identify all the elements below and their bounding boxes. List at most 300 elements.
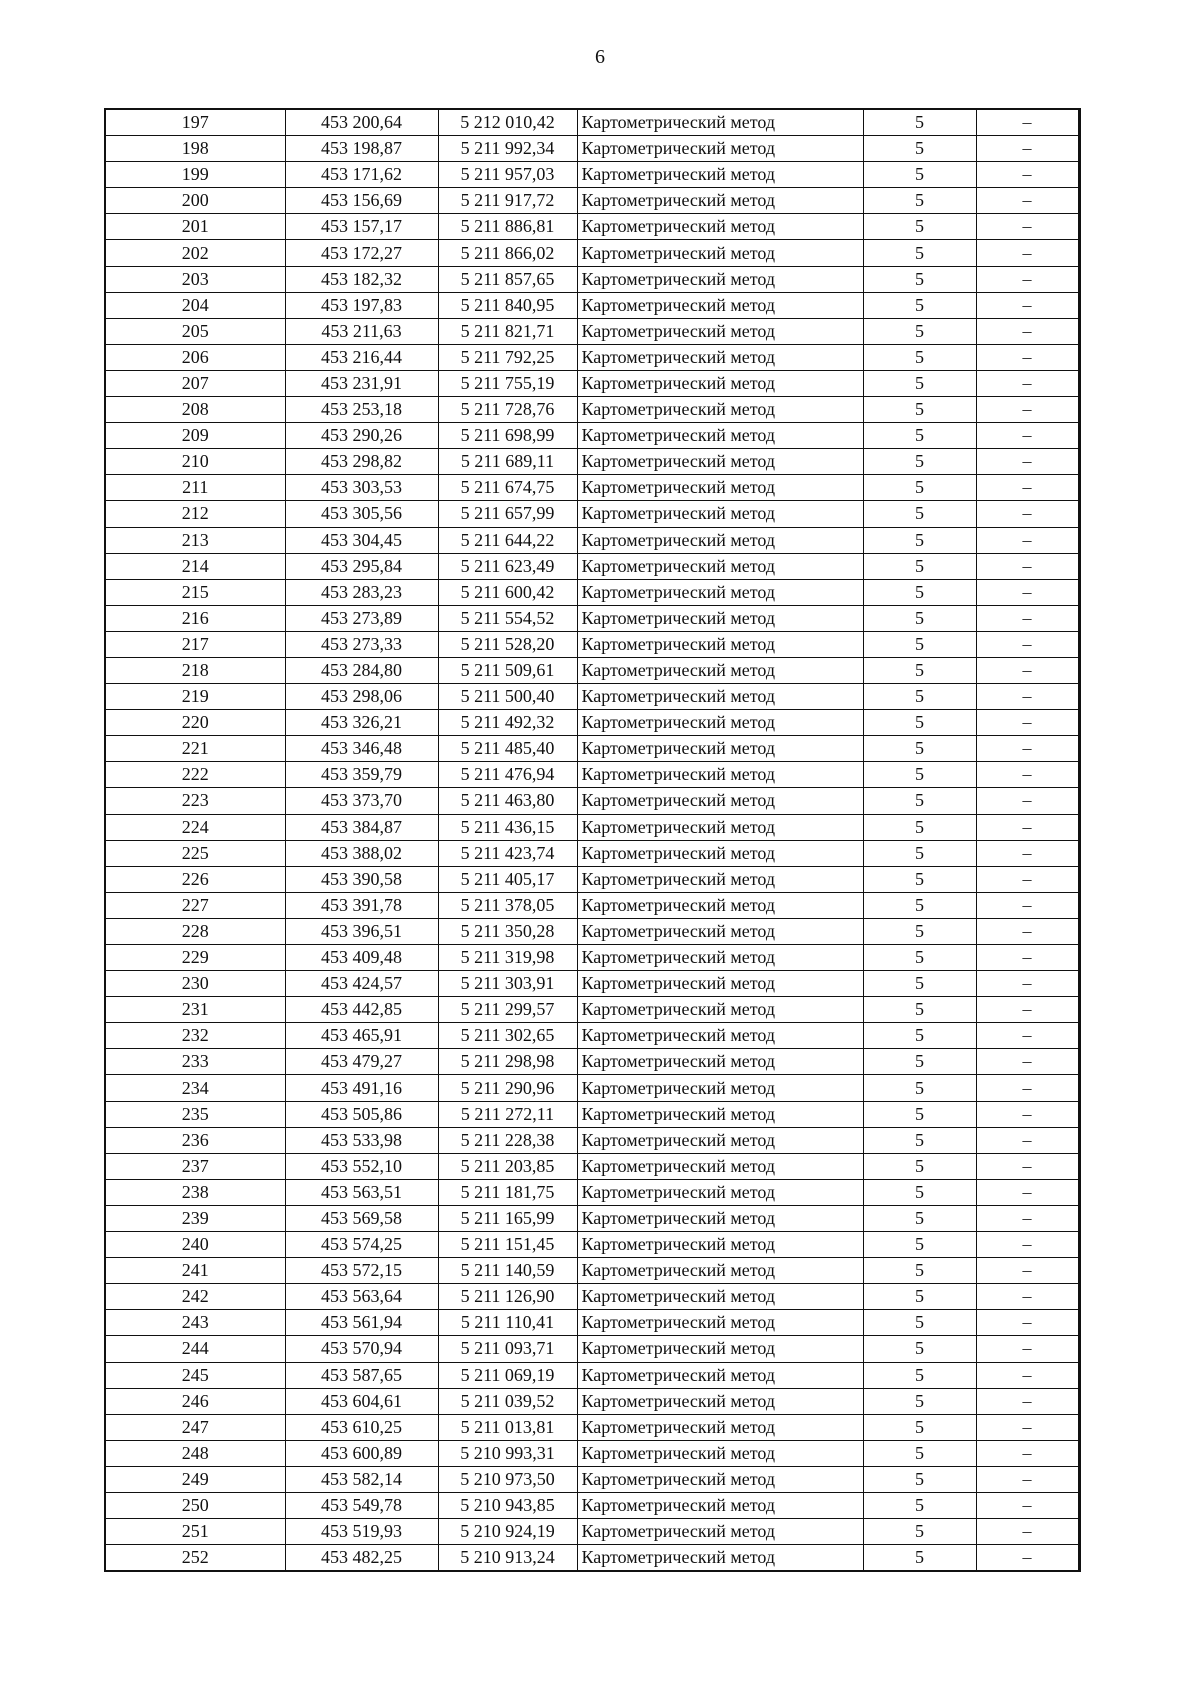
table-row — [105, 1492, 1079, 1518]
accuracy-cell: 5 — [863, 162, 976, 188]
x-coordinate-cell: 453 305,56 — [285, 501, 438, 527]
page-number: 6 — [595, 46, 605, 68]
table-row — [105, 214, 1079, 240]
table-row — [105, 449, 1079, 475]
point-number-cell: 200 — [105, 188, 285, 214]
dash-cell: – — [976, 501, 1079, 527]
dash-cell: – — [976, 1492, 1079, 1518]
accuracy-cell: 5 — [863, 866, 976, 892]
table-row — [105, 710, 1079, 736]
x-coordinate-cell: 453 298,06 — [285, 684, 438, 710]
point-number-cell: 238 — [105, 1179, 285, 1205]
table-row — [105, 266, 1079, 292]
y-coordinate-cell: 5 211 290,96 — [438, 1075, 577, 1101]
x-coordinate-cell: 453 373,70 — [285, 788, 438, 814]
method-cell: Картометрический метод — [577, 344, 863, 370]
dash-cell: – — [976, 1127, 1079, 1153]
accuracy-cell: 5 — [863, 188, 976, 214]
accuracy-cell: 5 — [863, 1310, 976, 1336]
point-number-cell: 222 — [105, 762, 285, 788]
dash-cell: – — [976, 1101, 1079, 1127]
dash-cell: – — [976, 1153, 1079, 1179]
dash-cell: – — [976, 1310, 1079, 1336]
x-coordinate-cell: 453 600,89 — [285, 1440, 438, 1466]
accuracy-cell: 5 — [863, 136, 976, 162]
y-coordinate-cell: 5 211 463,80 — [438, 788, 577, 814]
method-cell: Картометрический метод — [577, 605, 863, 631]
dash-cell: – — [976, 1049, 1079, 1075]
accuracy-cell: 5 — [863, 1232, 976, 1258]
x-coordinate-cell: 453 156,69 — [285, 188, 438, 214]
y-coordinate-cell: 5 210 993,31 — [438, 1440, 577, 1466]
point-number-cell: 250 — [105, 1492, 285, 1518]
y-coordinate-cell: 5 212 010,42 — [438, 109, 577, 136]
x-coordinate-cell: 453 582,14 — [285, 1466, 438, 1492]
accuracy-cell: 5 — [863, 449, 976, 475]
table-row — [105, 1284, 1079, 1310]
x-coordinate-cell: 453 298,82 — [285, 449, 438, 475]
y-coordinate-cell: 5 211 405,17 — [438, 866, 577, 892]
accuracy-cell: 5 — [863, 1388, 976, 1414]
point-number-cell: 212 — [105, 501, 285, 527]
method-cell: Картометрический метод — [577, 710, 863, 736]
x-coordinate-cell: 453 182,32 — [285, 266, 438, 292]
y-coordinate-cell: 5 211 792,25 — [438, 344, 577, 370]
table-row — [105, 423, 1079, 449]
method-cell: Картометрический метод — [577, 423, 863, 449]
point-number-cell: 234 — [105, 1075, 285, 1101]
method-cell: Картометрический метод — [577, 1492, 863, 1518]
table-row — [105, 892, 1079, 918]
point-number-cell: 236 — [105, 1127, 285, 1153]
accuracy-cell: 5 — [863, 892, 976, 918]
x-coordinate-cell: 453 284,80 — [285, 657, 438, 683]
x-coordinate-cell: 453 346,48 — [285, 736, 438, 762]
table-row — [105, 1049, 1079, 1075]
method-cell: Картометрический метод — [577, 1362, 863, 1388]
point-number-cell: 251 — [105, 1519, 285, 1545]
point-number-cell: 198 — [105, 136, 285, 162]
accuracy-cell: 5 — [863, 1545, 976, 1572]
point-number-cell: 199 — [105, 162, 285, 188]
y-coordinate-cell: 5 211 069,19 — [438, 1362, 577, 1388]
point-number-cell: 213 — [105, 527, 285, 553]
method-cell: Картометрический метод — [577, 553, 863, 579]
dash-cell: – — [976, 1388, 1079, 1414]
table-row — [105, 866, 1079, 892]
table-row — [105, 605, 1079, 631]
x-coordinate-cell: 453 303,53 — [285, 475, 438, 501]
dash-cell: – — [976, 423, 1079, 449]
y-coordinate-cell: 5 211 657,99 — [438, 501, 577, 527]
y-coordinate-cell: 5 211 886,81 — [438, 214, 577, 240]
method-cell: Картометрический метод — [577, 840, 863, 866]
method-cell: Картометрический метод — [577, 475, 863, 501]
y-coordinate-cell: 5 211 509,61 — [438, 657, 577, 683]
point-number-cell: 249 — [105, 1466, 285, 1492]
point-number-cell: 233 — [105, 1049, 285, 1075]
table-row — [105, 1075, 1079, 1101]
x-coordinate-cell: 453 157,17 — [285, 214, 438, 240]
y-coordinate-cell: 5 211 423,74 — [438, 840, 577, 866]
method-cell: Картометрический метод — [577, 449, 863, 475]
table-row — [105, 527, 1079, 553]
accuracy-cell: 5 — [863, 475, 976, 501]
point-number-cell: 224 — [105, 814, 285, 840]
x-coordinate-cell: 453 482,25 — [285, 1545, 438, 1572]
x-coordinate-cell: 453 283,23 — [285, 579, 438, 605]
dash-cell: – — [976, 370, 1079, 396]
accuracy-cell: 5 — [863, 1466, 976, 1492]
x-coordinate-cell: 453 610,25 — [285, 1414, 438, 1440]
y-coordinate-cell: 5 211 528,20 — [438, 631, 577, 657]
accuracy-cell: 5 — [863, 736, 976, 762]
point-number-cell: 218 — [105, 657, 285, 683]
y-coordinate-cell: 5 211 476,94 — [438, 762, 577, 788]
point-number-cell: 227 — [105, 892, 285, 918]
method-cell: Картометрический метод — [577, 631, 863, 657]
y-coordinate-cell: 5 211 039,52 — [438, 1388, 577, 1414]
point-number-cell: 223 — [105, 788, 285, 814]
accuracy-cell: 5 — [863, 214, 976, 240]
method-cell: Картометрический метод — [577, 1545, 863, 1572]
table-row — [105, 1101, 1079, 1127]
table-row — [105, 292, 1079, 318]
accuracy-cell: 5 — [863, 631, 976, 657]
method-cell: Картометрический метод — [577, 1232, 863, 1258]
x-coordinate-cell: 453 442,85 — [285, 997, 438, 1023]
point-number-cell: 244 — [105, 1336, 285, 1362]
point-number-cell: 245 — [105, 1362, 285, 1388]
y-coordinate-cell: 5 211 302,65 — [438, 1023, 577, 1049]
dash-cell: – — [976, 292, 1079, 318]
accuracy-cell: 5 — [863, 1362, 976, 1388]
accuracy-cell: 5 — [863, 918, 976, 944]
accuracy-cell: 5 — [863, 762, 976, 788]
method-cell: Картометрический метод — [577, 579, 863, 605]
x-coordinate-cell: 453 273,33 — [285, 631, 438, 657]
dash-cell: – — [976, 188, 1079, 214]
y-coordinate-cell: 5 211 698,99 — [438, 423, 577, 449]
point-number-cell: 241 — [105, 1258, 285, 1284]
method-cell: Картометрический метод — [577, 1519, 863, 1545]
dash-cell: – — [976, 762, 1079, 788]
table-row — [105, 318, 1079, 344]
point-number-cell: 220 — [105, 710, 285, 736]
method-cell: Картометрический метод — [577, 736, 863, 762]
y-coordinate-cell: 5 211 600,42 — [438, 579, 577, 605]
y-coordinate-cell: 5 211 492,32 — [438, 710, 577, 736]
dash-cell: – — [976, 892, 1079, 918]
y-coordinate-cell: 5 211 228,38 — [438, 1127, 577, 1153]
point-number-cell: 197 — [105, 109, 285, 136]
x-coordinate-cell: 453 304,45 — [285, 527, 438, 553]
y-coordinate-cell: 5 211 126,90 — [438, 1284, 577, 1310]
method-cell: Картометрический метод — [577, 188, 863, 214]
table-row — [105, 188, 1079, 214]
method-cell: Картометрический метод — [577, 136, 863, 162]
dash-cell: – — [976, 579, 1079, 605]
accuracy-cell: 5 — [863, 292, 976, 318]
x-coordinate-cell: 453 409,48 — [285, 945, 438, 971]
x-coordinate-cell: 453 563,51 — [285, 1179, 438, 1205]
x-coordinate-cell: 453 519,93 — [285, 1519, 438, 1545]
coordinates-table — [104, 108, 1081, 1572]
table-row — [105, 1545, 1079, 1572]
accuracy-cell: 5 — [863, 1336, 976, 1362]
y-coordinate-cell: 5 211 378,05 — [438, 892, 577, 918]
dash-cell: – — [976, 266, 1079, 292]
table-row — [105, 684, 1079, 710]
method-cell: Картометрический метод — [577, 997, 863, 1023]
x-coordinate-cell: 453 253,18 — [285, 397, 438, 423]
accuracy-cell: 5 — [863, 240, 976, 266]
y-coordinate-cell: 5 211 857,65 — [438, 266, 577, 292]
y-coordinate-cell: 5 211 013,81 — [438, 1414, 577, 1440]
table-row — [105, 762, 1079, 788]
table-row — [105, 1258, 1079, 1284]
dash-cell: – — [976, 866, 1079, 892]
method-cell: Картометрический метод — [577, 1336, 863, 1362]
accuracy-cell: 5 — [863, 501, 976, 527]
accuracy-cell: 5 — [863, 1440, 976, 1466]
x-coordinate-cell: 453 290,26 — [285, 423, 438, 449]
dash-cell: – — [976, 240, 1079, 266]
accuracy-cell: 5 — [863, 657, 976, 683]
point-number-cell: 226 — [105, 866, 285, 892]
table-row — [105, 1362, 1079, 1388]
y-coordinate-cell: 5 210 943,85 — [438, 1492, 577, 1518]
point-number-cell: 202 — [105, 240, 285, 266]
y-coordinate-cell: 5 211 436,15 — [438, 814, 577, 840]
dash-cell: – — [976, 1519, 1079, 1545]
point-number-cell: 237 — [105, 1153, 285, 1179]
method-cell: Картометрический метод — [577, 1127, 863, 1153]
dash-cell: – — [976, 788, 1079, 814]
dash-cell: – — [976, 1075, 1079, 1101]
dash-cell: – — [976, 527, 1079, 553]
accuracy-cell: 5 — [863, 109, 976, 136]
point-number-cell: 204 — [105, 292, 285, 318]
method-cell: Картометрический метод — [577, 1153, 863, 1179]
method-cell: Картометрический метод — [577, 1258, 863, 1284]
y-coordinate-cell: 5 211 303,91 — [438, 971, 577, 997]
y-coordinate-cell: 5 211 957,03 — [438, 162, 577, 188]
method-cell: Картометрический метод — [577, 1023, 863, 1049]
table-row — [105, 814, 1079, 840]
dash-cell: – — [976, 1179, 1079, 1205]
dash-cell: – — [976, 605, 1079, 631]
table-row — [105, 971, 1079, 997]
dash-cell: – — [976, 1362, 1079, 1388]
accuracy-cell: 5 — [863, 527, 976, 553]
table-row — [105, 1414, 1079, 1440]
table-row — [105, 1179, 1079, 1205]
point-number-cell: 248 — [105, 1440, 285, 1466]
point-number-cell: 231 — [105, 997, 285, 1023]
y-coordinate-cell: 5 211 755,19 — [438, 370, 577, 396]
method-cell: Картометрический метод — [577, 370, 863, 396]
x-coordinate-cell: 453 552,10 — [285, 1153, 438, 1179]
dash-cell: – — [976, 449, 1079, 475]
accuracy-cell: 5 — [863, 945, 976, 971]
point-number-cell: 235 — [105, 1101, 285, 1127]
method-cell: Картометрический метод — [577, 162, 863, 188]
method-cell: Картометрический метод — [577, 1101, 863, 1127]
accuracy-cell: 5 — [863, 605, 976, 631]
y-coordinate-cell: 5 211 689,11 — [438, 449, 577, 475]
table-row — [105, 1519, 1079, 1545]
dash-cell: – — [976, 475, 1079, 501]
method-cell: Картометрический метод — [577, 318, 863, 344]
dash-cell: – — [976, 840, 1079, 866]
method-cell: Картометрический метод — [577, 397, 863, 423]
point-number-cell: 232 — [105, 1023, 285, 1049]
y-coordinate-cell: 5 211 165,99 — [438, 1205, 577, 1231]
x-coordinate-cell: 453 570,94 — [285, 1336, 438, 1362]
dash-cell: – — [976, 1232, 1079, 1258]
method-cell: Картометрический метод — [577, 266, 863, 292]
x-coordinate-cell: 453 216,44 — [285, 344, 438, 370]
y-coordinate-cell: 5 210 913,24 — [438, 1545, 577, 1572]
method-cell: Картометрический метод — [577, 788, 863, 814]
x-coordinate-cell: 453 491,16 — [285, 1075, 438, 1101]
accuracy-cell: 5 — [863, 397, 976, 423]
table-row — [105, 1440, 1079, 1466]
point-number-cell: 206 — [105, 344, 285, 370]
method-cell: Картометрический метод — [577, 918, 863, 944]
table-row — [105, 344, 1079, 370]
x-coordinate-cell: 453 295,84 — [285, 553, 438, 579]
accuracy-cell: 5 — [863, 1519, 976, 1545]
table-row — [105, 631, 1079, 657]
x-coordinate-cell: 453 424,57 — [285, 971, 438, 997]
method-cell: Картометрический метод — [577, 1179, 863, 1205]
dash-cell: – — [976, 1545, 1079, 1572]
method-cell: Картометрический метод — [577, 971, 863, 997]
x-coordinate-cell: 453 587,65 — [285, 1362, 438, 1388]
accuracy-cell: 5 — [863, 684, 976, 710]
dash-cell: – — [976, 1466, 1079, 1492]
method-cell: Картометрический метод — [577, 1388, 863, 1414]
accuracy-cell: 5 — [863, 1179, 976, 1205]
method-cell: Картометрический метод — [577, 292, 863, 318]
x-coordinate-cell: 453 396,51 — [285, 918, 438, 944]
x-coordinate-cell: 453 533,98 — [285, 1127, 438, 1153]
method-cell: Картометрический метод — [577, 1205, 863, 1231]
table-row — [105, 1023, 1079, 1049]
x-coordinate-cell: 453 384,87 — [285, 814, 438, 840]
accuracy-cell: 5 — [863, 1049, 976, 1075]
accuracy-cell: 5 — [863, 1205, 976, 1231]
y-coordinate-cell: 5 211 299,57 — [438, 997, 577, 1023]
table-row — [105, 136, 1079, 162]
point-number-cell: 211 — [105, 475, 285, 501]
y-coordinate-cell: 5 211 866,02 — [438, 240, 577, 266]
x-coordinate-cell: 453 197,83 — [285, 292, 438, 318]
table-row — [105, 1153, 1079, 1179]
point-number-cell: 229 — [105, 945, 285, 971]
y-coordinate-cell: 5 211 485,40 — [438, 736, 577, 762]
accuracy-cell: 5 — [863, 1284, 976, 1310]
dash-cell: – — [976, 657, 1079, 683]
method-cell: Картометрический метод — [577, 657, 863, 683]
accuracy-cell: 5 — [863, 423, 976, 449]
x-coordinate-cell: 453 390,58 — [285, 866, 438, 892]
table-row — [105, 736, 1079, 762]
y-coordinate-cell: 5 211 728,76 — [438, 397, 577, 423]
point-number-cell: 209 — [105, 423, 285, 449]
table-row — [105, 1205, 1079, 1231]
point-number-cell: 215 — [105, 579, 285, 605]
x-coordinate-cell: 453 563,64 — [285, 1284, 438, 1310]
method-cell: Картометрический метод — [577, 866, 863, 892]
y-coordinate-cell: 5 211 203,85 — [438, 1153, 577, 1179]
dash-cell: – — [976, 109, 1079, 136]
point-number-cell: 240 — [105, 1232, 285, 1258]
accuracy-cell: 5 — [863, 579, 976, 605]
dash-cell: – — [976, 918, 1079, 944]
y-coordinate-cell: 5 210 973,50 — [438, 1466, 577, 1492]
point-number-cell: 225 — [105, 840, 285, 866]
accuracy-cell: 5 — [863, 971, 976, 997]
y-coordinate-cell: 5 211 272,11 — [438, 1101, 577, 1127]
dash-cell: – — [976, 1414, 1079, 1440]
x-coordinate-cell: 453 479,27 — [285, 1049, 438, 1075]
point-number-cell: 221 — [105, 736, 285, 762]
x-coordinate-cell: 453 388,02 — [285, 840, 438, 866]
point-number-cell: 246 — [105, 1388, 285, 1414]
accuracy-cell: 5 — [863, 840, 976, 866]
x-coordinate-cell: 453 359,79 — [285, 762, 438, 788]
table-row — [105, 1336, 1079, 1362]
point-number-cell: 228 — [105, 918, 285, 944]
method-cell: Картометрический метод — [577, 762, 863, 788]
x-coordinate-cell: 453 200,64 — [285, 109, 438, 136]
y-coordinate-cell: 5 211 674,75 — [438, 475, 577, 501]
y-coordinate-cell: 5 211 319,98 — [438, 945, 577, 971]
coordinates-table-body — [105, 109, 1079, 1571]
method-cell: Картометрический метод — [577, 1414, 863, 1440]
accuracy-cell: 5 — [863, 1153, 976, 1179]
y-coordinate-cell: 5 211 298,98 — [438, 1049, 577, 1075]
method-cell: Картометрический метод — [577, 1466, 863, 1492]
point-number-cell: 230 — [105, 971, 285, 997]
x-coordinate-cell: 453 569,58 — [285, 1205, 438, 1231]
method-cell: Картометрический метод — [577, 1049, 863, 1075]
accuracy-cell: 5 — [863, 553, 976, 579]
table-row — [105, 657, 1079, 683]
x-coordinate-cell: 453 198,87 — [285, 136, 438, 162]
x-coordinate-cell: 453 211,63 — [285, 318, 438, 344]
dash-cell: – — [976, 971, 1079, 997]
y-coordinate-cell: 5 211 500,40 — [438, 684, 577, 710]
dash-cell: – — [976, 397, 1079, 423]
dash-cell: – — [976, 1440, 1079, 1466]
dash-cell: – — [976, 344, 1079, 370]
accuracy-cell: 5 — [863, 1101, 976, 1127]
x-coordinate-cell: 453 171,62 — [285, 162, 438, 188]
table-row — [105, 370, 1079, 396]
dash-cell: – — [976, 318, 1079, 344]
y-coordinate-cell: 5 211 644,22 — [438, 527, 577, 553]
y-coordinate-cell: 5 210 924,19 — [438, 1519, 577, 1545]
x-coordinate-cell: 453 574,25 — [285, 1232, 438, 1258]
table-row — [105, 1310, 1079, 1336]
y-coordinate-cell: 5 211 110,41 — [438, 1310, 577, 1336]
x-coordinate-cell: 453 326,21 — [285, 710, 438, 736]
dash-cell: – — [976, 710, 1079, 736]
